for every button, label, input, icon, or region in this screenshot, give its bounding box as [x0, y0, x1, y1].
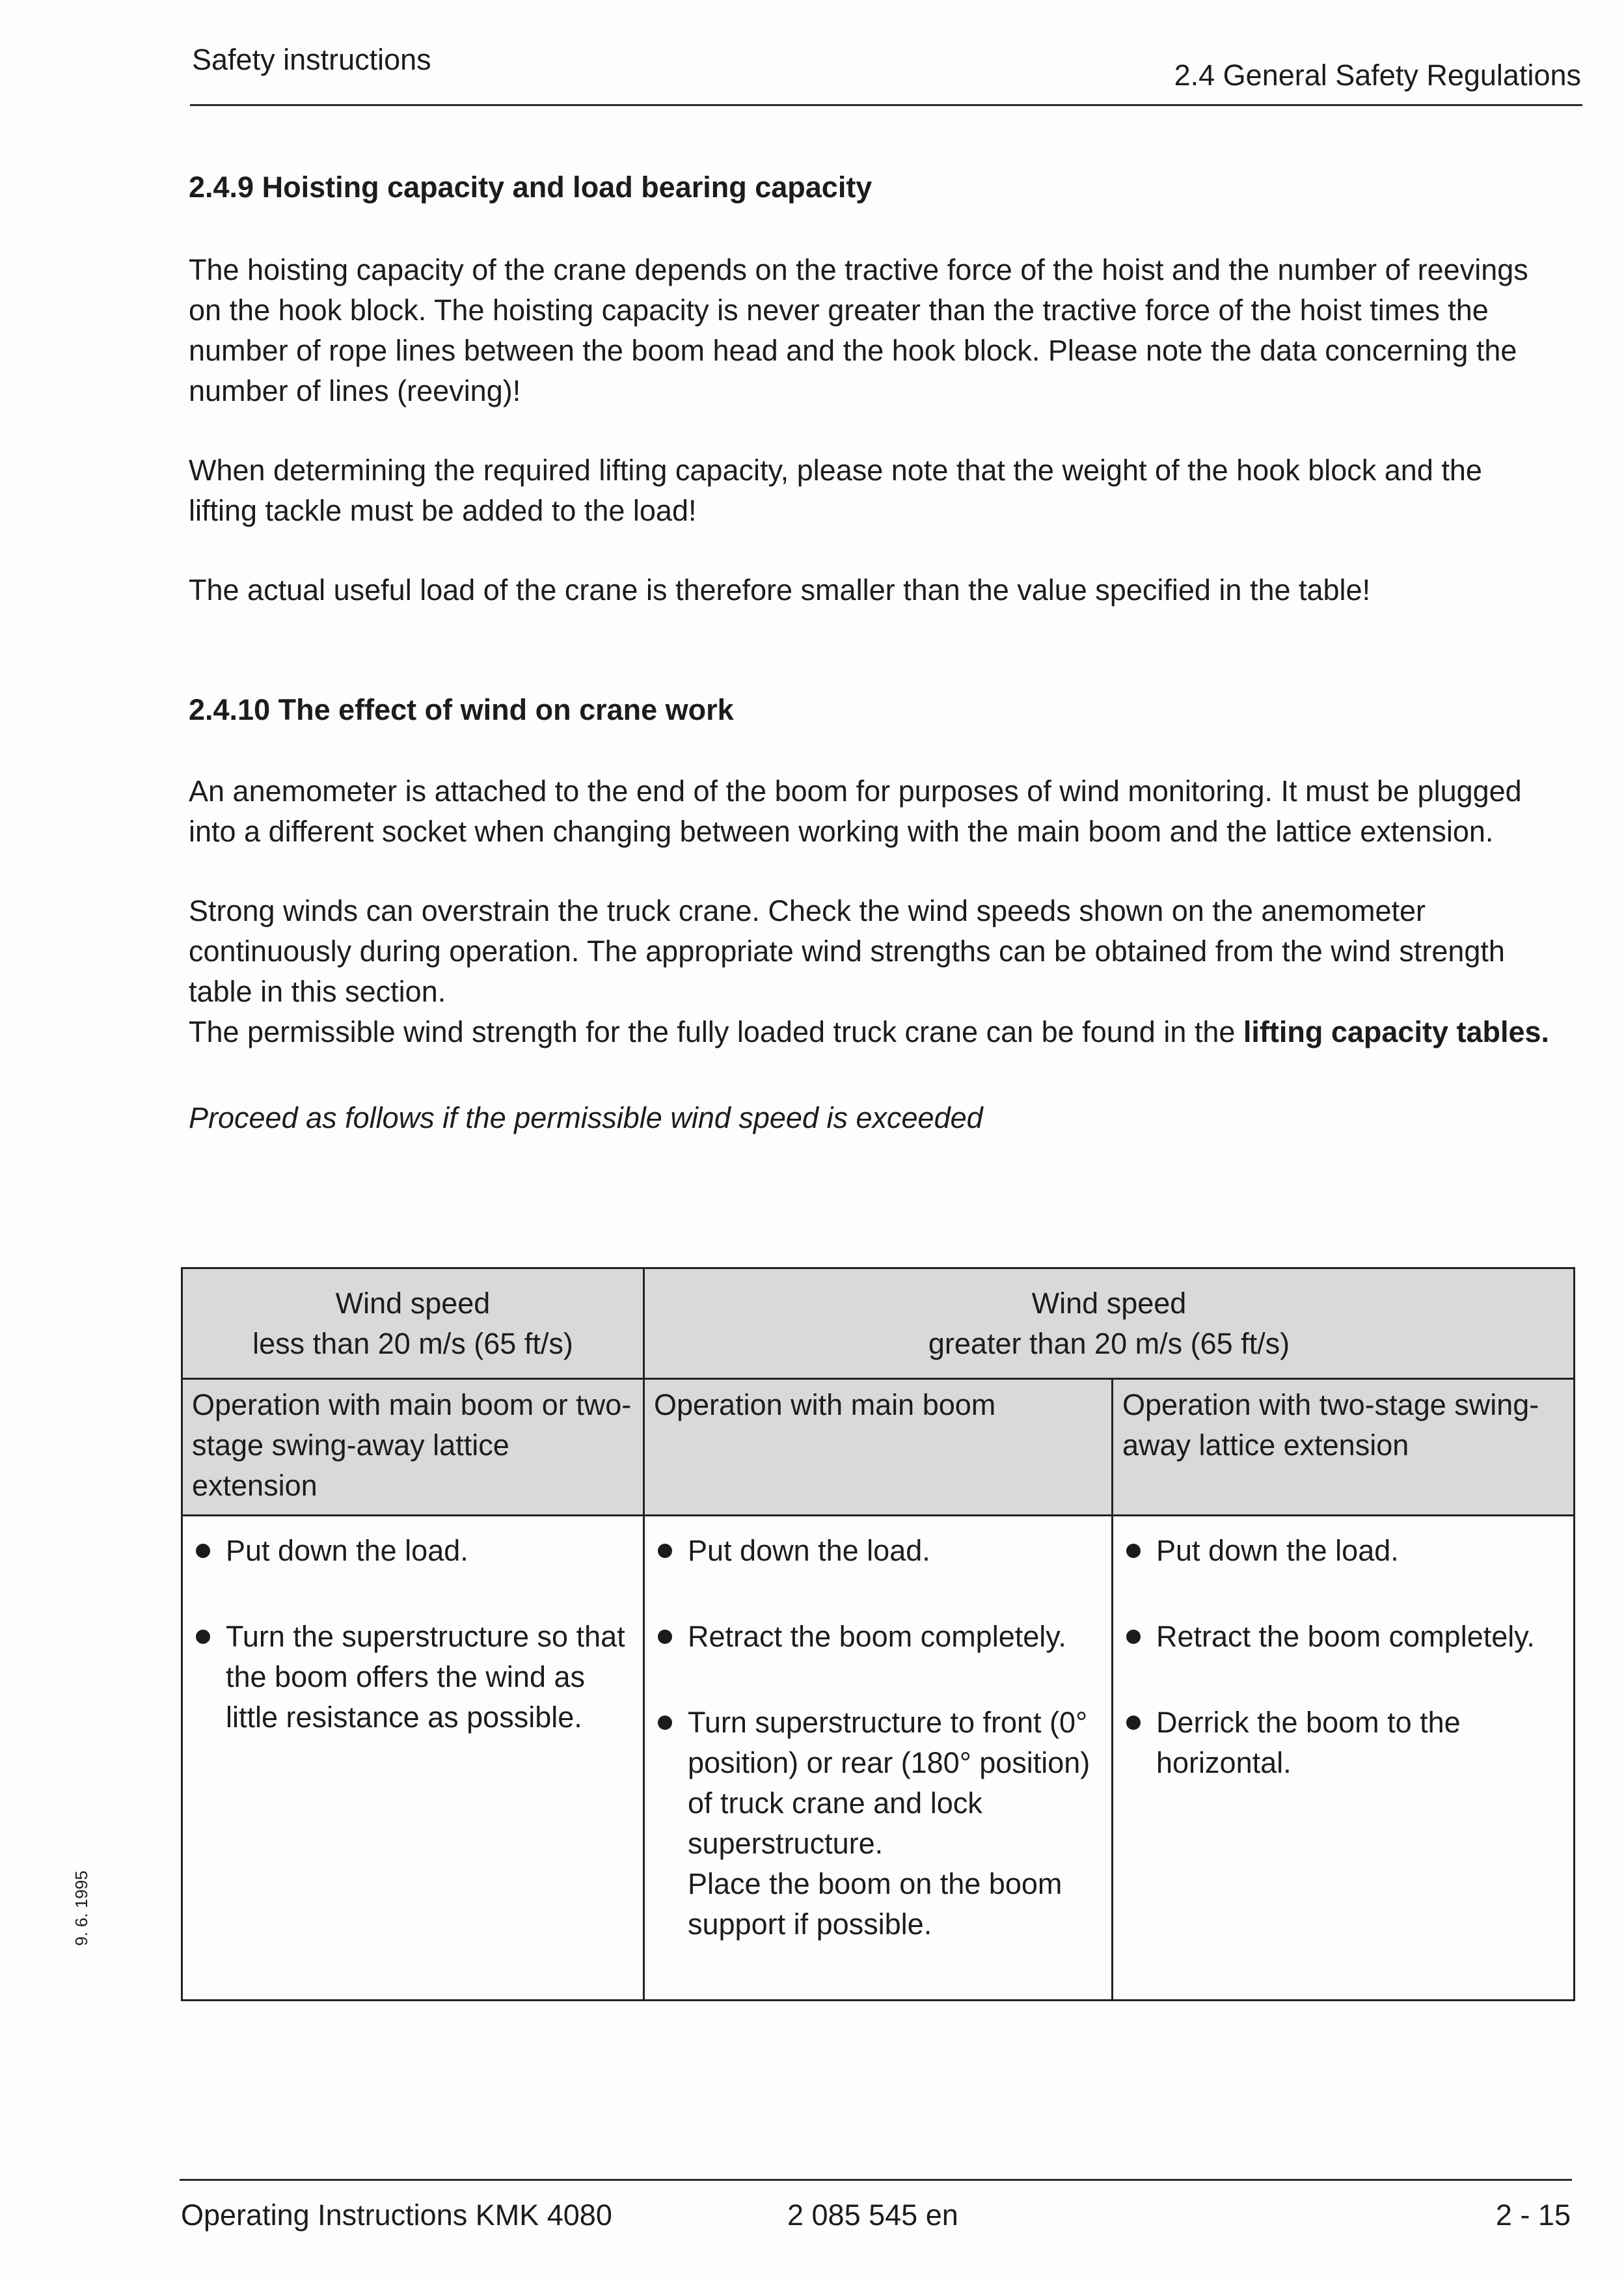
bullet-list	[654, 1531, 1102, 1864]
header-high-wind-line2: greater than 20 m/s (65 ft/s)	[928, 1326, 1290, 1360]
lifting-capacity-tables-ref: lifting capacity tables.	[1243, 1015, 1550, 1048]
list-item: Put down the load.	[192, 1531, 634, 1571]
subheader-main-boom: Operation with main boom	[644, 1379, 1113, 1516]
bullet-list	[1122, 1531, 1564, 1783]
header-divider	[190, 104, 1582, 106]
table-caption: Proceed as follows if the permissible wind speed is exceeded	[189, 1101, 983, 1134]
header-high-wind	[644, 1268, 1575, 1379]
section-2-4-9-title: 2.4.9 Hoisting capacity and load bearing capacity	[189, 171, 873, 204]
list-item: Turn superstructure to front (0° position) or rear (180° position) of truck crane and lock superstructure.	[654, 1702, 1102, 1864]
paragraph-3-text: The permissible wind strength for the fully loaded truck crane can be found in the	[189, 1015, 1243, 1048]
steps-lattice-extension	[1113, 1516, 1575, 2001]
section-2-4-9-paragraph-1: The hoisting capacity of the crane depends on the tractive force of the hoist and the number of reevings on the hook block. The hoisting capacity is never greater than the tractive force of the hoist times the number of rope lines between the boom head and the hook block. Please note the data concerning the number of lines (reeving)!	[189, 253, 1528, 407]
header-low-wind-line2: less than 20 m/s (65 ft/s)	[252, 1326, 573, 1360]
section-2-4-9	[189, 171, 1555, 610]
steps-main-boom	[644, 1516, 1113, 2001]
section-2-4-10	[189, 693, 1555, 1138]
list-item: Turn the superstructure so that the boom offers the wind as little resistance as possible.	[192, 1617, 634, 1738]
list-item: Retract the boom completely.	[1122, 1617, 1564, 1657]
list-item: Put down the load.	[654, 1531, 1102, 1571]
steps-low-wind	[182, 1516, 644, 2001]
header-low-wind	[182, 1268, 644, 1379]
bullet-list	[192, 1531, 634, 1738]
header-low-wind-line1: Wind speed	[335, 1286, 491, 1320]
footer-page-number: 2 - 15	[1495, 2198, 1571, 2232]
list-item: Put down the load.	[1122, 1531, 1564, 1571]
section-2-4-10-paragraph-3	[189, 1012, 1555, 1052]
header-section-label: Safety instructions	[192, 43, 431, 76]
subheader-lattice-extension: Operation with two-stage swing-away lattice extension	[1113, 1379, 1575, 1516]
wind-speed-table	[181, 1267, 1575, 2001]
subheader-low-wind: Operation with main boom or two-stage swing-away lattice extension	[182, 1379, 644, 1516]
section-2-4-10-paragraph-1: An anemometer is attached to the end of the boom for purposes of wind monitoring. It must be plugged into a different socket when changing between working with the main boom and the lattice extension.	[189, 774, 1522, 848]
section-2-4-10-title: 2.4.10 The effect of wind on crane work	[189, 693, 734, 726]
print-date: 9. 6. 1995	[72, 1870, 91, 1946]
header-high-wind-line1: Wind speed	[1031, 1286, 1187, 1320]
footer-document-number: 2 085 545 en	[787, 2198, 958, 2232]
section-2-4-9-paragraph-2: When determining the required lifting capacity, please note that the weight of the hook block and the lifting tackle must be added to the load!	[189, 454, 1482, 527]
section-2-4-10-paragraph-2: Strong winds can overstrain the truck crane. Check the wind speeds shown on the anemometer continuously during operation. The appropriate wind strengths can be obtained from the wind strength table in this section.	[189, 894, 1505, 1008]
list-item: Retract the boom completely.	[654, 1617, 1102, 1657]
footer-divider	[180, 2179, 1572, 2181]
header-chapter-label: 2.4 General Safety Regulations	[1174, 59, 1581, 92]
list-item: Derrick the boom to the horizontal.	[1122, 1702, 1564, 1783]
section-2-4-9-paragraph-3: The actual useful load of the crane is therefore smaller than the value specified in the table!	[189, 573, 1371, 607]
list-item-note: Place the boom on the boom support if possible.	[688, 1867, 1062, 1941]
footer-manual-title: Operating Instructions KMK 4080	[181, 2198, 612, 2232]
